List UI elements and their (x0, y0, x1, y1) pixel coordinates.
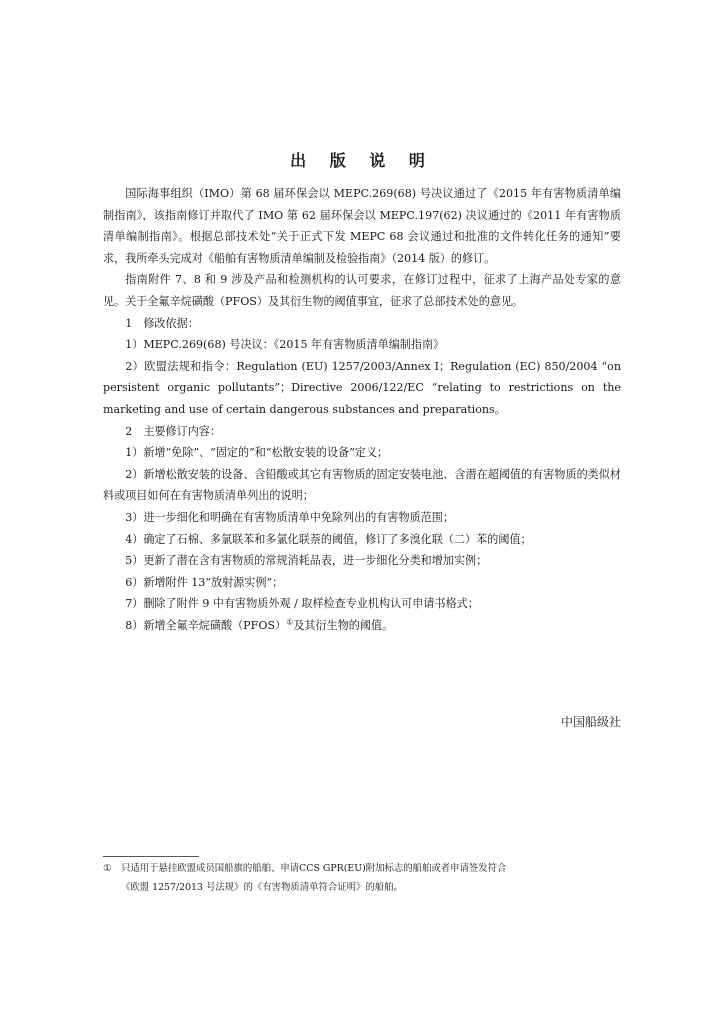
footnote-text: 只适用于悬挂欧盟成员国船旗的船舶、申请CCS GPR(EU)附加标志的船舶或者申请签发符合 (121, 863, 507, 874)
section-heading-revisions: 2 主要修订内容： (125, 424, 221, 438)
publisher-signature: 中国船级社 (560, 715, 621, 729)
page-title: 出 版 说 明 (290, 151, 434, 170)
list-item: 1）新增“免除”、“固定的”和“松散安装的设备”定义； (125, 446, 389, 460)
footnote-line (103, 878, 621, 897)
list-item: 2）新增松散安装的设备、含铅酸或其它有害物质的固定安装电池、含潜在超阈值的有害物质的类似材料或项目如何在有害物质清单列出的说明； (103, 467, 621, 503)
list-item: 6）新增附件 13“放射源实例”； (125, 575, 284, 589)
list-item-text: 及其衍生物的阈值。 (293, 618, 394, 632)
list-item: 5）更新了潜在含有害物质的常规消耗品表，进一步细化分类和增加实例； (125, 554, 488, 568)
footnote-divider (103, 856, 199, 857)
footnote-reference[interactable]: ① (286, 617, 294, 627)
footnote-text: 《欧盟 1257/2013 号法规》的《有害物质清单符合证明》的船舶。 (121, 882, 403, 893)
footnote (103, 859, 621, 897)
list-item-text: 8）新增全氟辛烷磺酸（PFOS） (125, 618, 287, 632)
footnote-line (103, 859, 621, 878)
list-item: 3）进一步细化和明确在有害物质清单中免除列出的有害物质范围； (125, 510, 454, 524)
document-body (103, 183, 621, 636)
footnote-marker: ① (103, 863, 112, 874)
paragraph-intro: 国际海事组织（IMO）第 68 届环保会以 MEPC.269(68) 号决议通过了《2015 年有害物质清单编制指南》，该指南修订并取代了 IMO 第 62 届环保会以 MEPC.197(62) 决议通过的《2011 年有害物质清单编制指南》。根据总部技术处“关于正式下发 MEPC 68 会议通过和批准的文件转化任务的通知”要求，我所牵头完成对《船舶有害物质清单编制及检验指南》（2014 版）的修订。 (103, 187, 621, 265)
section-heading-basis: 1 修改依据： (125, 316, 199, 330)
list-item: 7）删除了附件 9 中有害物质外观 / 取样检查专业机构认可申请书格式； (125, 597, 479, 611)
paragraph-annex: 指南附件 7、8 和 9 涉及产品和检测机构的认可要求，在修订过程中，征求了上海产品处专家的意见。关于全氟辛烷磺酸（PFOS）及其衍生物的阈值事宜，征求了总部技术处的意见。 (103, 273, 621, 308)
list-item: 1）MEPC.269(68) 号决议：《2015 年有害物质清单编制指南》 (125, 338, 445, 352)
list-item (103, 615, 621, 637)
document-page (103, 0, 621, 1024)
list-item: 2）欧盟法规和指令：Regulation (EU) 1257/2003/Annex I；Regulation (EC) 850/2004 “on persistent organic pollutants”；Directive 2006/122/EC “relating to restrictions on the marketing and use of certain dangerous substances and preparations。 (103, 359, 621, 416)
list-item: 4）确定了石棉、多氯联苯和多氯化联萘的阈值，修订了多溴化联（二）苯的阈值； (125, 532, 532, 546)
